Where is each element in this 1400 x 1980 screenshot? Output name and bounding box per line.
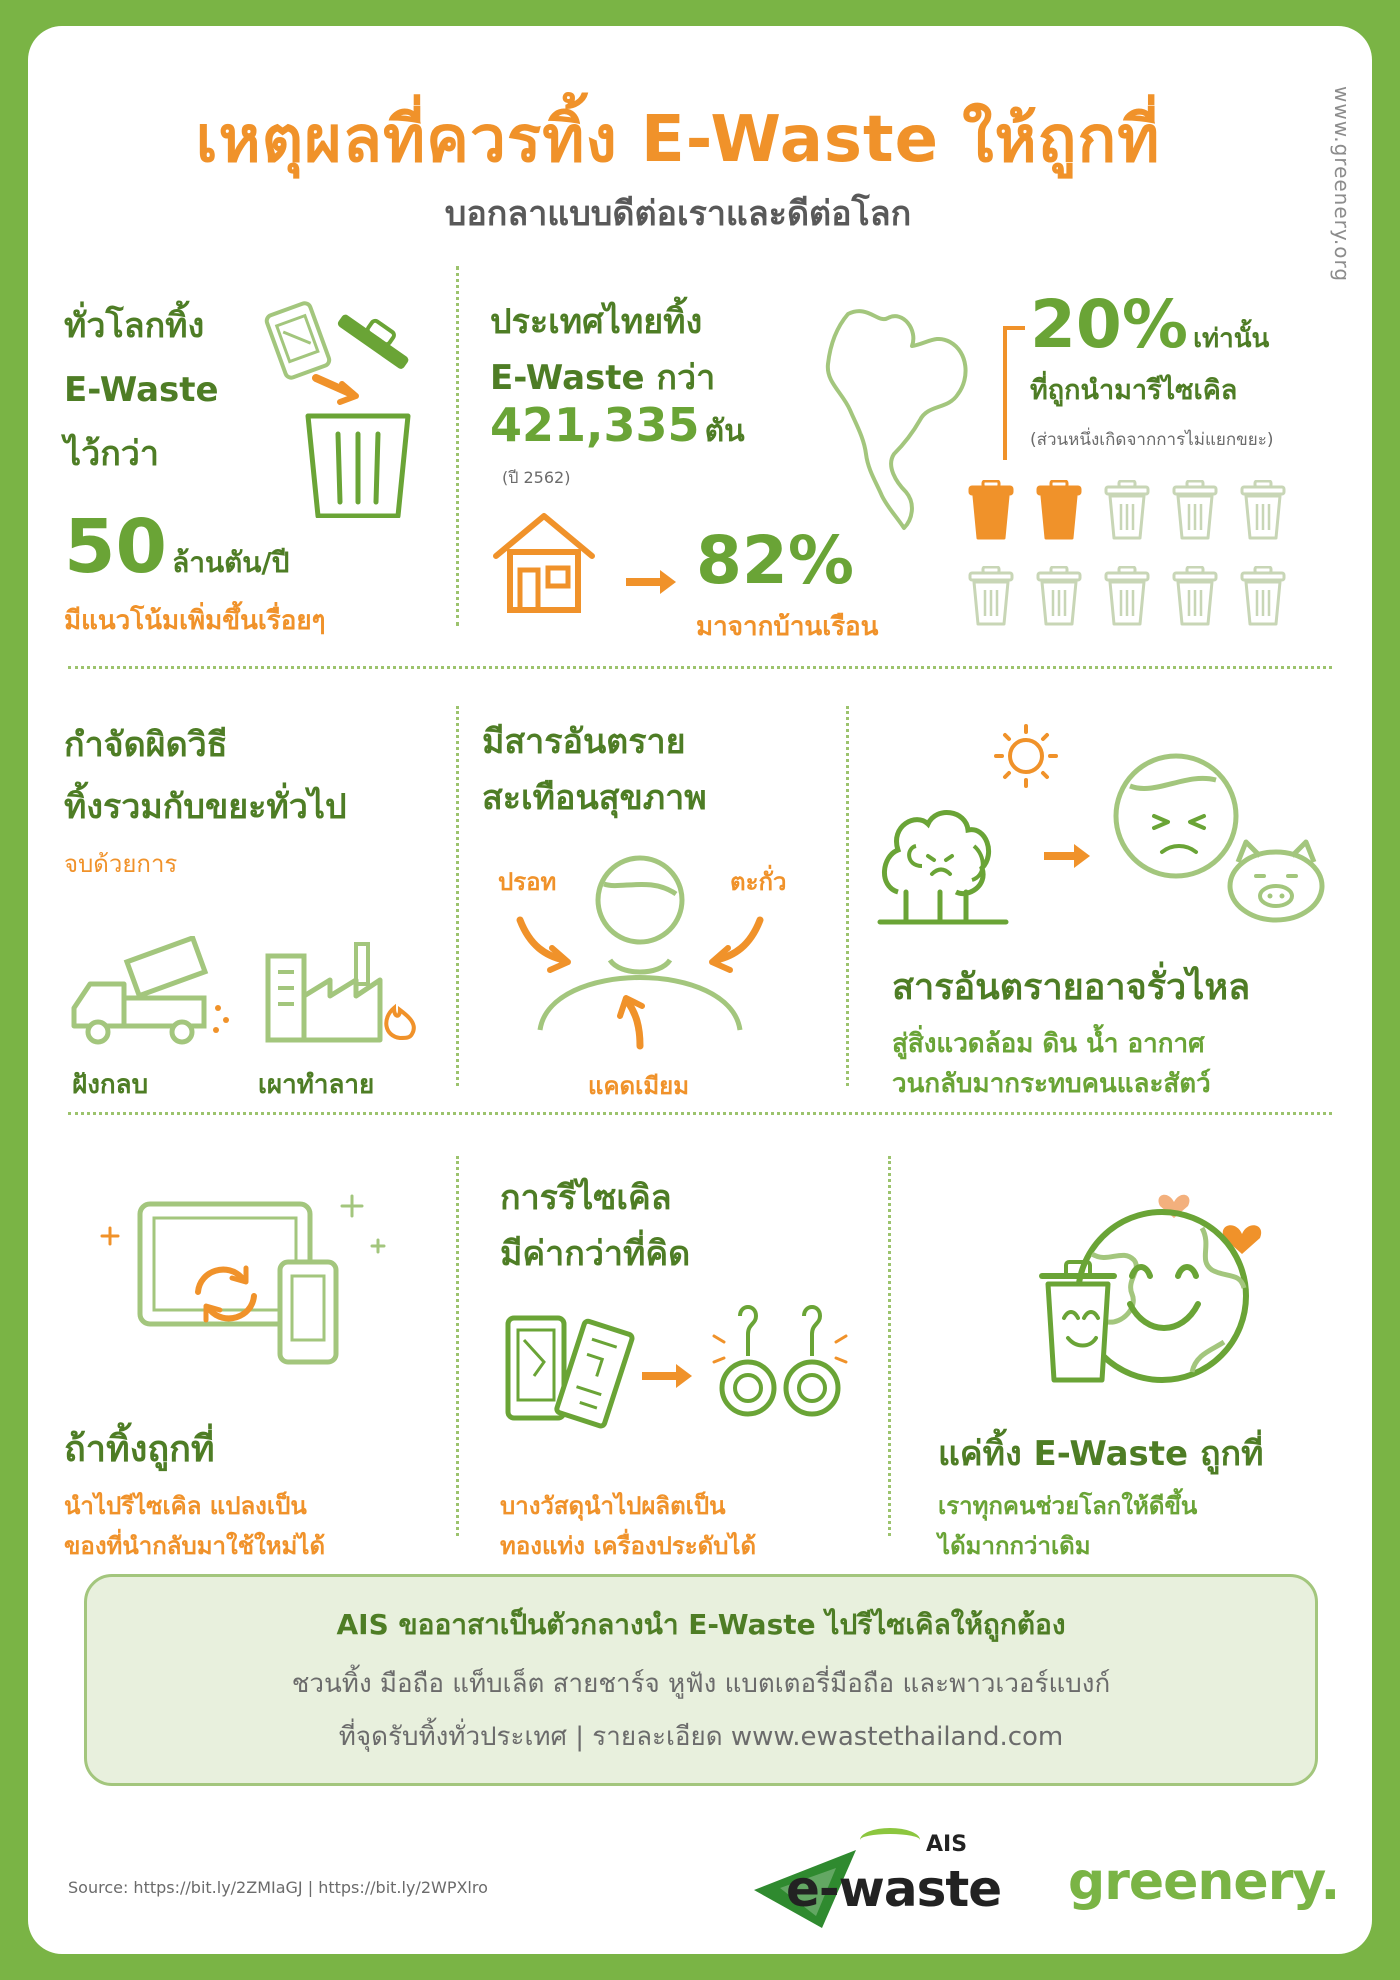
right-place-desc: นำไปรีไซเคิล แปลงเป็น ของที่นำกลับมาใช้ใหม่ได้ bbox=[64, 1492, 326, 1560]
source-text: Source: https://bit.ly/2ZMIaGJ | https://bit.ly/2WPXlro bbox=[68, 1878, 488, 1897]
thailand-unit: ตัน bbox=[704, 414, 745, 449]
ais-logo-text: AIS bbox=[926, 1832, 968, 1857]
global-heading: ทั่วโลกทิ้ง E-Waste ไว้กว่า bbox=[64, 306, 219, 474]
infographic-card bbox=[28, 26, 1372, 1954]
page-subtitle: บอกลาแบบดีต่อเราและดีต่อโลก bbox=[444, 194, 912, 234]
happy-earth-icon bbox=[1012, 1176, 1312, 1396]
bin-icon bbox=[968, 566, 1014, 626]
value-heading: การรีไซเคิล มีค่ากว่าที่คิด bbox=[500, 1178, 691, 1274]
divider bbox=[68, 1112, 1332, 1115]
bin-icon bbox=[1036, 566, 1082, 626]
leak-title: สารอันตรายอาจรั่วไหล bbox=[892, 967, 1251, 1008]
bin-icon bbox=[1172, 480, 1218, 540]
recycle-pct: 20% bbox=[1030, 286, 1188, 363]
ewaste-logo-text: e-waste bbox=[786, 1860, 1002, 1918]
recycled-bin-icon bbox=[968, 480, 1014, 540]
house-arrow-icon bbox=[490, 508, 730, 618]
divider bbox=[456, 706, 459, 1086]
global-value: 50 bbox=[64, 504, 167, 590]
bin-icon bbox=[1104, 480, 1150, 540]
greenery-logo: greenery. bbox=[1068, 1852, 1340, 1912]
cadmium-label: แคดเมียม bbox=[588, 1072, 690, 1100]
dump-truck-icon bbox=[64, 936, 234, 1046]
household-pct: 82% bbox=[696, 522, 854, 599]
info-box bbox=[84, 1574, 1318, 1786]
bin-icon bbox=[1172, 566, 1218, 626]
better-world-desc: เราทุกคนช่วยโลกให้ดีขึ้น ได้มากกว่าเดิม bbox=[938, 1492, 1198, 1560]
landfill-label: ฝังกลบ bbox=[72, 1070, 149, 1100]
thailand-stat bbox=[490, 398, 745, 455]
thailand-heading: ประเทศไทยทิ้ง E-Waste กว่า bbox=[490, 302, 716, 398]
page-title: เหตุผลที่ควรทิ้ง E-Waste ให้ถูกที่ bbox=[195, 103, 1161, 177]
divider bbox=[456, 266, 459, 626]
divider bbox=[456, 1156, 459, 1536]
right-place-title: ถ้าทิ้งถูกที่ bbox=[64, 1429, 215, 1470]
info-line-2: ที่จุดรับทิ้งทั่วประเทศ | รายละเอียด www.ewastethailand.com bbox=[338, 1722, 1064, 1752]
hazard-heading: มีสารอันตราย สะเทือนสุขภาพ bbox=[482, 722, 707, 818]
thailand-value: 421,335 bbox=[490, 398, 700, 452]
info-heading: AIS ขออาสาเป็นตัวกลางนำ E-Waste ไปรีไซเคิลให้ถูกต้อง bbox=[336, 1608, 1066, 1641]
divider bbox=[68, 666, 1332, 669]
bin-icon bbox=[1240, 566, 1286, 626]
trees-sun-pig-icon bbox=[876, 716, 1356, 926]
global-unit: ล้านตัน/ปี bbox=[172, 546, 290, 579]
disposal-heading: กำจัดผิดวิธี ทิ้งรวมกับขยะทั่วไป bbox=[64, 725, 347, 827]
phone-to-jewelry-icon bbox=[500, 1296, 860, 1446]
global-trend: มีแนวโน้มเพิ่มขึ้นเรื่อยๆ bbox=[64, 606, 326, 636]
recycle-pct-suffix: เท่านั้น bbox=[1193, 324, 1270, 354]
divider bbox=[888, 1156, 891, 1536]
side-url: www.greenery.org bbox=[1330, 86, 1354, 283]
factory-fire-icon bbox=[260, 926, 430, 1046]
recycle-note: (ส่วนหนึ่งเกิดจากการไม่แยกขยะ) bbox=[1030, 430, 1274, 450]
disposal-ending: จบด้วยการ bbox=[64, 850, 178, 878]
bin-icon bbox=[1240, 480, 1286, 540]
global-stat bbox=[64, 504, 289, 590]
lead-label: ตะกั่ว bbox=[730, 868, 787, 896]
better-world-title: แค่ทิ้ง E-Waste ถูกที่ bbox=[938, 1434, 1264, 1474]
recycle-stat bbox=[1030, 286, 1269, 363]
recycle-label: ที่ถูกนำมารีไซเคิล bbox=[1030, 375, 1238, 406]
devices-recycle-icon bbox=[92, 1176, 412, 1376]
leak-desc: สู่สิ่งแวดล้อม ดิน น้ำ อากาศ วนกลับมากระทบคนและสัตว์ bbox=[892, 1029, 1211, 1099]
thailand-map-icon bbox=[808, 294, 988, 554]
phone-into-bin-icon bbox=[256, 288, 426, 518]
bracket-line bbox=[1003, 326, 1025, 460]
recycled-bin-icon bbox=[1036, 480, 1082, 540]
household-label: มาจากบ้านเรือน bbox=[696, 612, 879, 642]
bin-icon bbox=[1104, 566, 1150, 626]
mercury-label: ปรอท bbox=[498, 868, 557, 896]
divider bbox=[846, 706, 849, 1086]
info-line-1: ชวนทิ้ง มือถือ แท็บเล็ต สายชาร์จ หูฟัง แบตเตอรี่มือถือ และพาวเวอร์แบงก์ bbox=[291, 1669, 1111, 1699]
thailand-year: (ปี 2562) bbox=[502, 468, 571, 487]
ais-swoosh bbox=[860, 1828, 920, 1852]
value-desc: บางวัสดุนำไปผลิตเป็น ทองแท่ง เครื่องประดับได้ bbox=[500, 1492, 757, 1560]
burn-label: เผาทำลาย bbox=[258, 1070, 375, 1100]
ais-ewaste-logo bbox=[750, 1830, 1010, 1930]
bin-grid bbox=[968, 480, 1308, 640]
